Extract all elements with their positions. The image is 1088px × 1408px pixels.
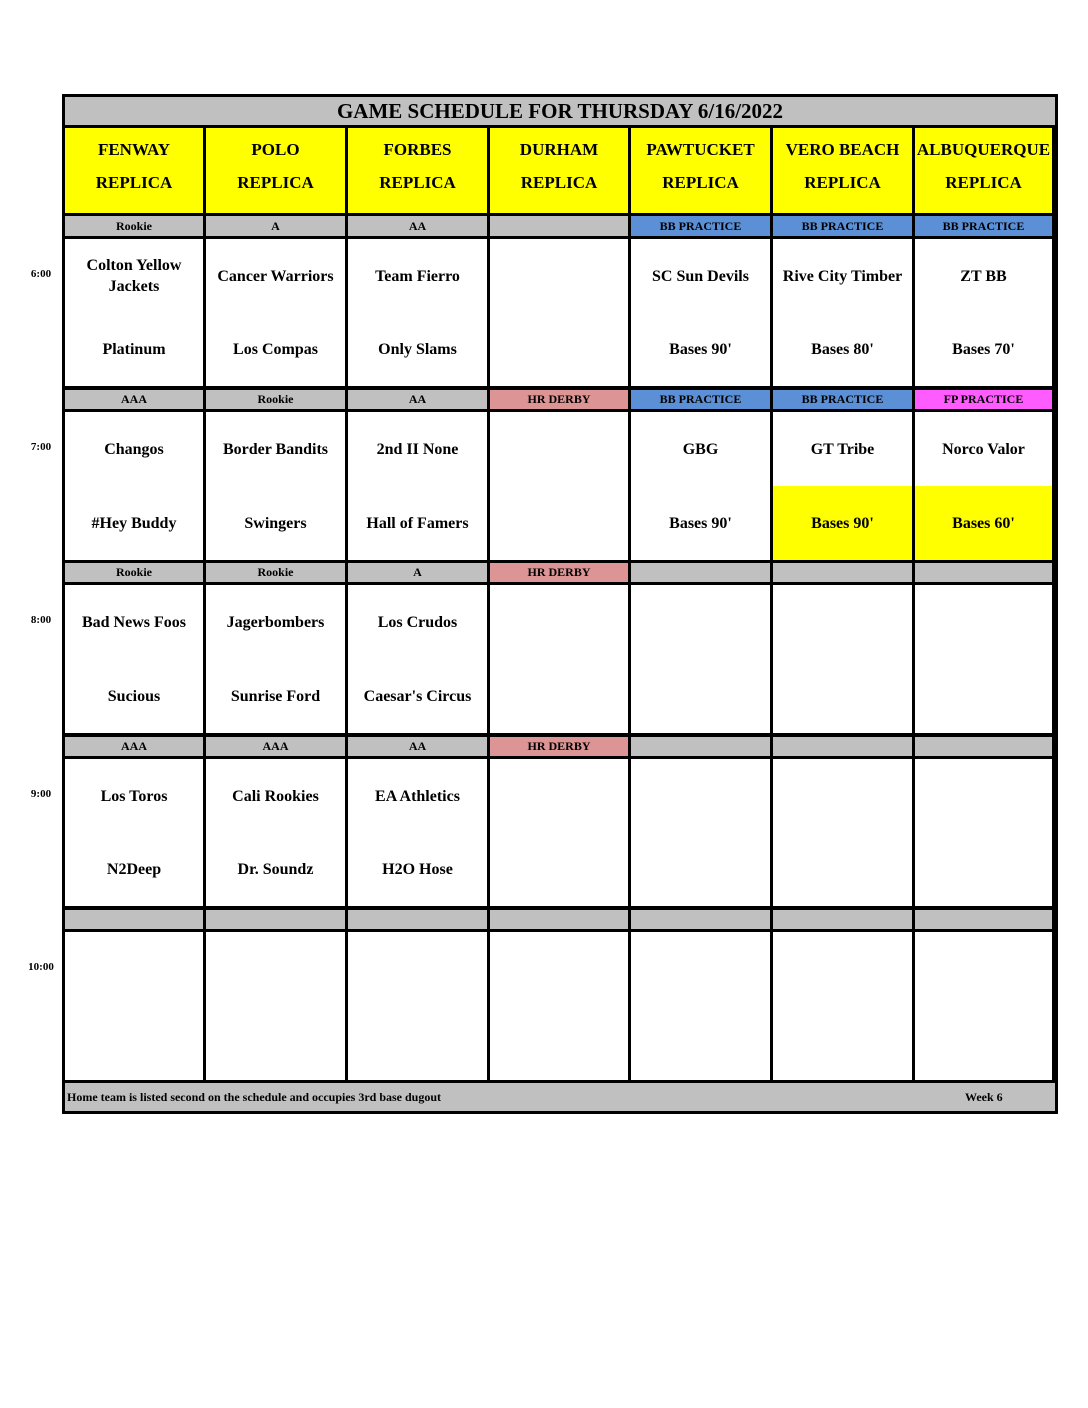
level-label: AAA <box>65 737 203 756</box>
level-label: BB PRACTICE <box>915 216 1052 236</box>
away-team: Colton Yellow Jackets <box>86 257 182 295</box>
game-cell <box>206 412 345 560</box>
game-cell <box>206 932 345 1080</box>
game-cell <box>65 412 203 560</box>
time-label: 7:00 <box>30 441 52 453</box>
away-team: Border Bandits <box>222 440 329 458</box>
game-cell <box>773 759 912 906</box>
away-team: ZT BB <box>960 267 1007 285</box>
game-cell <box>65 759 203 906</box>
home-team: Bases 80' <box>811 340 874 358</box>
away-team: 2nd II None <box>376 440 459 458</box>
venue-header <box>490 128 628 213</box>
home-team <box>915 1006 1052 1080</box>
home-team <box>631 1006 770 1080</box>
game-cell <box>631 412 770 560</box>
away-team: Los Toros <box>100 787 168 805</box>
away-team: EA Athletics <box>375 787 460 805</box>
level-label: AA <box>348 390 487 409</box>
home-team <box>490 312 628 386</box>
level-label <box>206 910 345 929</box>
home-team <box>490 832 628 906</box>
away-team: Cancer Warriors <box>217 267 334 285</box>
venue-name: FENWAY <box>97 140 171 159</box>
away-team <box>631 932 770 1006</box>
away-team: Los Crudos <box>377 613 458 631</box>
game-cell <box>773 239 912 386</box>
level-label: A <box>206 216 345 236</box>
game-cell <box>773 412 912 560</box>
venue-sub: REPLICA <box>804 173 881 192</box>
game-cell <box>65 585 203 733</box>
away-team <box>915 585 1052 659</box>
game-cell <box>206 759 345 906</box>
venue-sub: REPLICA <box>945 173 1022 192</box>
game-cell <box>490 932 628 1080</box>
level-label: AA <box>348 216 487 236</box>
level-label <box>915 737 1052 756</box>
level-label <box>65 910 203 929</box>
home-team: Los Compas <box>233 340 318 358</box>
venue-sub: REPLICA <box>237 173 314 192</box>
game-cell <box>65 239 203 386</box>
level-label: AAA <box>206 737 345 756</box>
game-cell <box>773 585 912 733</box>
game-cell <box>348 412 487 560</box>
game-cell <box>773 932 912 1080</box>
away-team <box>490 759 628 833</box>
home-team: Sucious <box>107 687 161 705</box>
game-cell <box>490 239 628 386</box>
game-cell <box>631 932 770 1080</box>
level-label: AAA <box>65 390 203 409</box>
away-team: GBG <box>682 440 719 458</box>
level-label: BB PRACTICE <box>631 390 770 409</box>
home-team: Caesar's Circus <box>363 687 472 705</box>
time-label: 6:00 <box>30 268 52 280</box>
level-label <box>915 910 1052 929</box>
venue-name: PAWTUCKET <box>646 140 755 159</box>
home-team: Hall of Famers <box>366 514 469 532</box>
level-label <box>773 563 912 582</box>
away-team <box>773 585 912 659</box>
home-team: Bases 90' <box>669 340 732 358</box>
footer-bar <box>65 1083 1055 1111</box>
level-label <box>773 910 912 929</box>
away-team <box>631 585 770 659</box>
level-label: Rookie <box>206 390 345 409</box>
home-team: Sunrise Ford <box>230 687 321 705</box>
level-label: BB PRACTICE <box>631 216 770 236</box>
home-team <box>631 832 770 906</box>
week-label: Week 6 <box>965 1090 1003 1104</box>
schedule-table <box>62 94 1058 1114</box>
home-team: Platinum <box>102 340 166 358</box>
home-team <box>773 832 912 906</box>
away-team: Bad News Foos <box>81 613 186 631</box>
level-label: BB PRACTICE <box>773 216 912 236</box>
level-label <box>631 910 770 929</box>
home-team: Swingers <box>244 514 307 532</box>
game-cell <box>206 239 345 386</box>
level-label <box>348 910 487 929</box>
away-team: Rive City Timber <box>782 267 903 285</box>
home-team: Only Slams <box>378 340 457 358</box>
home-team <box>915 832 1052 906</box>
home-team <box>631 659 770 733</box>
away-team: Cali Rookies <box>232 787 319 805</box>
home-team: #Hey Buddy <box>91 514 177 532</box>
home-team <box>65 1006 203 1080</box>
game-cell <box>206 585 345 733</box>
away-team: SC Sun Devils <box>652 267 749 285</box>
level-label <box>773 737 912 756</box>
level-label: A <box>348 563 487 582</box>
schedule-title: GAME SCHEDULE FOR THURSDAY 6/16/2022 <box>65 97 1055 125</box>
venue-header <box>65 128 203 213</box>
away-team: Team Fierro <box>375 267 460 285</box>
venue-name: ALBUQUERQUE <box>916 140 1051 159</box>
away-team: Jagerbombers <box>226 613 325 631</box>
away-team <box>490 585 628 659</box>
level-label: HR DERBY <box>490 563 628 582</box>
venue-sub: REPLICA <box>95 173 173 192</box>
game-cell <box>348 585 487 733</box>
venue-header <box>631 128 770 213</box>
venue-name: VERO BEACH <box>785 140 900 159</box>
level-label: Rookie <box>206 563 345 582</box>
game-cell <box>631 759 770 906</box>
game-cell <box>915 759 1052 906</box>
away-team <box>490 239 628 313</box>
home-team <box>773 1006 912 1080</box>
level-label <box>631 563 770 582</box>
away-team <box>490 932 628 1006</box>
home-team: Dr. Soundz <box>237 860 314 878</box>
level-label: Rookie <box>65 563 203 582</box>
venue-header <box>206 128 345 213</box>
footer-note: Home team is listed second on the schedule and occupies 3rd base dugout <box>67 1090 442 1104</box>
game-cell <box>490 412 628 560</box>
away-team <box>773 932 912 1006</box>
venue-name: POLO <box>251 140 300 159</box>
game-cell <box>490 585 628 733</box>
away-team <box>631 759 770 833</box>
away-team <box>773 759 912 833</box>
game-cell <box>915 412 1052 560</box>
game-cell <box>915 239 1052 386</box>
game-cell <box>348 759 487 906</box>
time-label: 8:00 <box>30 614 52 626</box>
away-team <box>490 412 628 486</box>
game-cell <box>348 932 487 1080</box>
level-label: HR DERBY <box>490 737 628 756</box>
level-label <box>915 563 1052 582</box>
home-team <box>490 1006 628 1080</box>
home-team: Bases 60' <box>915 486 1052 560</box>
away-team: Norco Valor <box>942 440 1025 458</box>
level-label <box>631 737 770 756</box>
home-team: Bases 90' <box>669 514 732 532</box>
home-team: Bases 70' <box>952 340 1015 358</box>
venue-header <box>348 128 487 213</box>
game-cell <box>348 239 487 386</box>
away-team <box>65 932 203 1006</box>
home-team: N2Deep <box>106 860 162 878</box>
venue-name: FORBES <box>383 140 452 159</box>
home-team: Bases 90' <box>773 486 912 560</box>
away-team: GT Tribe <box>810 440 875 458</box>
level-label: BB PRACTICE <box>773 390 912 409</box>
home-team <box>490 486 628 560</box>
game-cell <box>490 759 628 906</box>
level-label: Rookie <box>65 216 203 236</box>
game-cell <box>631 585 770 733</box>
home-team: H2O Hose <box>382 860 453 878</box>
level-label <box>490 216 628 236</box>
home-team <box>773 659 912 733</box>
venue-header <box>773 128 912 213</box>
away-team <box>915 932 1052 1006</box>
level-label: FP PRACTICE <box>915 390 1052 409</box>
away-team: Changos <box>104 440 164 458</box>
venue-header <box>915 128 1052 213</box>
venue-sub: REPLICA <box>662 173 739 192</box>
time-label: 10:00 <box>28 961 54 973</box>
home-team <box>915 659 1052 733</box>
away-team <box>206 932 345 1006</box>
home-team <box>206 1006 345 1080</box>
venue-sub: REPLICA <box>520 173 598 192</box>
game-cell <box>65 932 203 1080</box>
level-label: HR DERBY <box>490 390 628 409</box>
time-label: 9:00 <box>30 788 52 800</box>
venue-sub: REPLICA <box>379 173 456 192</box>
away-team <box>915 759 1052 833</box>
home-team <box>490 659 628 733</box>
game-cell <box>915 932 1052 1080</box>
level-label <box>490 910 628 929</box>
home-team <box>348 1006 487 1080</box>
game-cell <box>915 585 1052 733</box>
away-team <box>348 932 487 1006</box>
level-label: AA <box>348 737 487 756</box>
venue-name: DURHAM <box>519 140 599 159</box>
game-cell <box>631 239 770 386</box>
